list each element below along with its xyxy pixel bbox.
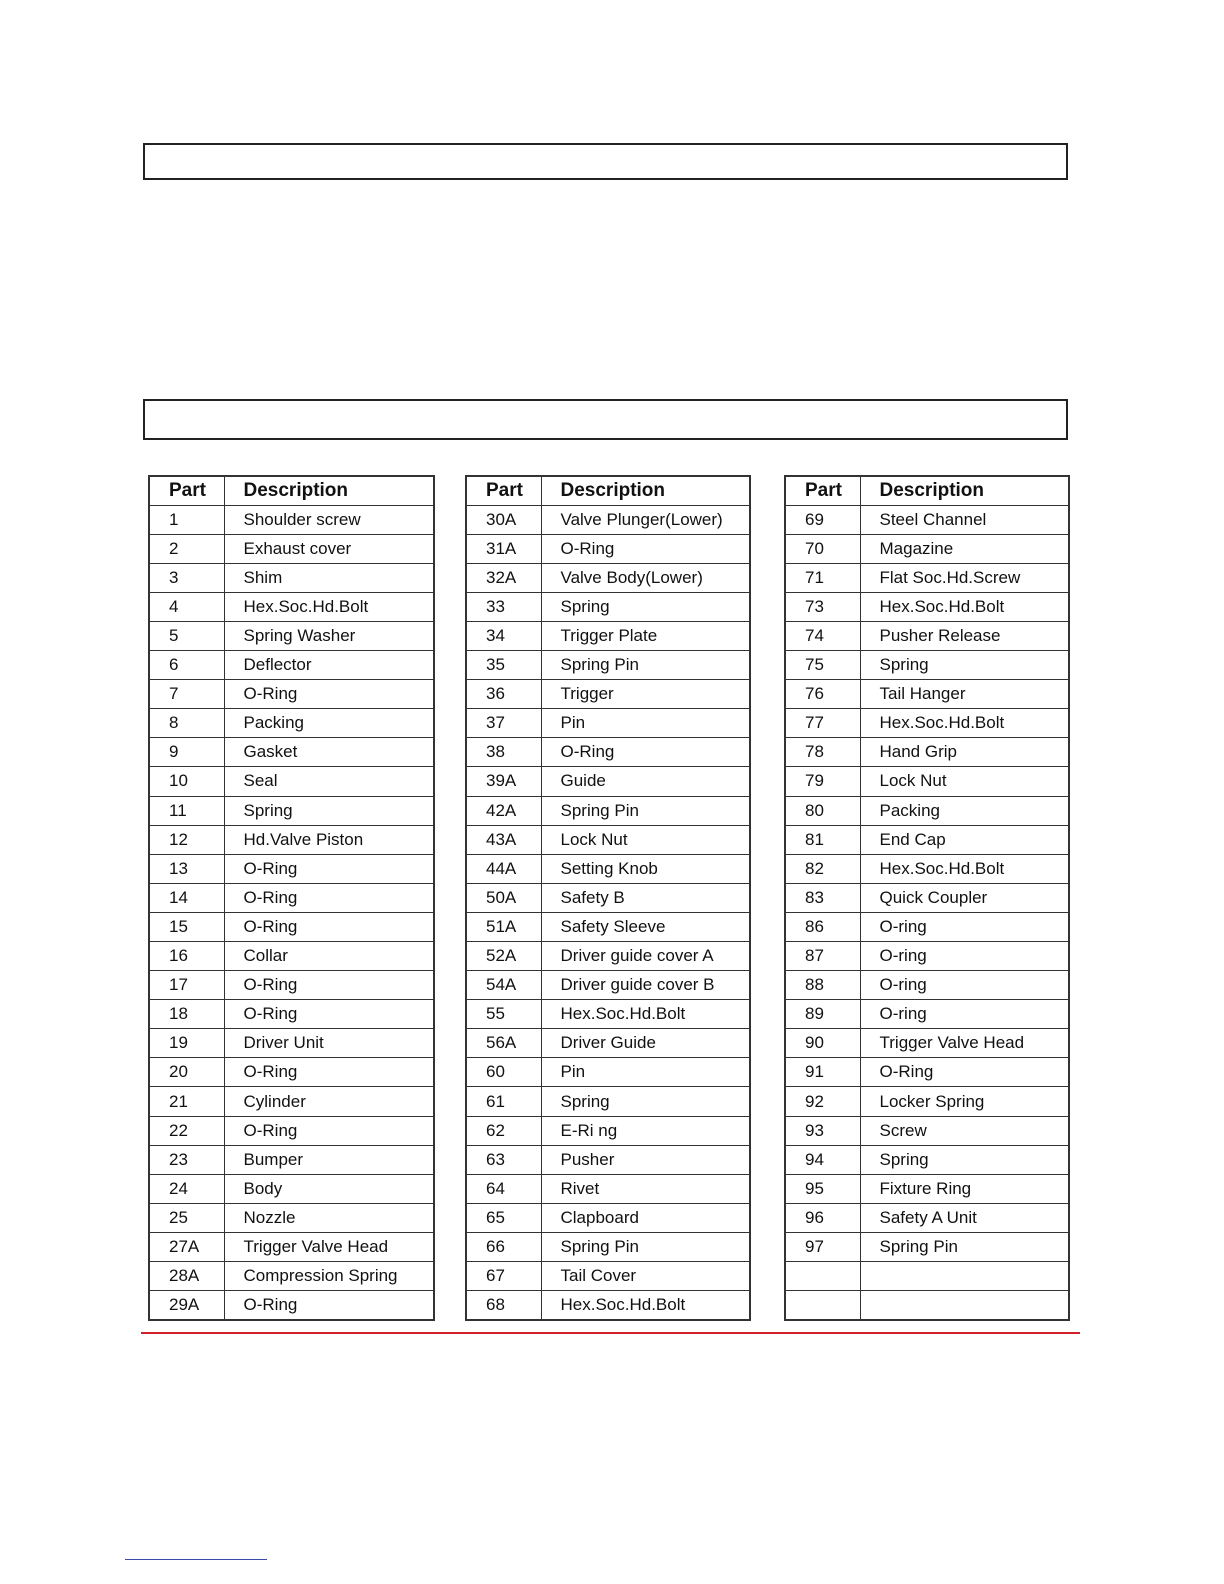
part-number-cell: 70 <box>785 534 860 563</box>
part-number-cell: 20 <box>149 1058 224 1087</box>
part-number-cell: 19 <box>149 1029 224 1058</box>
table-row <box>466 651 750 680</box>
table-row <box>149 534 434 563</box>
table-row <box>466 621 750 650</box>
table-row <box>466 796 750 825</box>
table-row <box>466 680 750 709</box>
part-description-cell: Rivet <box>541 1174 750 1203</box>
part-description-cell: Screw <box>860 1116 1069 1145</box>
table-row <box>149 1029 434 1058</box>
table-row <box>466 592 750 621</box>
part-description-cell: End Cap <box>860 825 1069 854</box>
table-row <box>785 796 1069 825</box>
table-row <box>466 738 750 767</box>
part-description-cell: Safety B <box>541 883 750 912</box>
part-number-cell: 89 <box>785 1000 860 1029</box>
table-row <box>785 825 1069 854</box>
table-row <box>149 1000 434 1029</box>
part-number-cell <box>785 1262 860 1291</box>
table-row <box>149 651 434 680</box>
table-row <box>149 1087 434 1116</box>
part-number-cell: 38 <box>466 738 541 767</box>
table-row <box>785 563 1069 592</box>
table-row <box>785 651 1069 680</box>
table-row <box>149 883 434 912</box>
table-row <box>785 1058 1069 1087</box>
table-row <box>785 1145 1069 1174</box>
table-row <box>785 505 1069 534</box>
part-description-cell: Bumper <box>224 1145 434 1174</box>
part-number-cell: 31A <box>466 534 541 563</box>
table-row <box>785 1262 1069 1291</box>
table-row <box>466 1145 750 1174</box>
part-description-cell: Pin <box>541 1058 750 1087</box>
table-row <box>149 1116 434 1145</box>
table-row <box>466 1262 750 1291</box>
part-description-cell: O-ring <box>860 971 1069 1000</box>
part-number-cell: 83 <box>785 883 860 912</box>
part-number-cell: 90 <box>785 1029 860 1058</box>
part-number-cell: 24 <box>149 1174 224 1203</box>
part-number-cell: 44A <box>466 854 541 883</box>
part-number-cell: 37 <box>466 709 541 738</box>
description-column-header: Description <box>860 476 1069 505</box>
part-description-cell: Pin <box>541 709 750 738</box>
part-column-header: Part <box>785 476 860 505</box>
table-row <box>466 854 750 883</box>
parts-table <box>784 475 1070 1321</box>
part-description-cell: O-Ring <box>224 883 434 912</box>
part-description-cell: O-Ring <box>541 534 750 563</box>
part-description-cell: Trigger Valve Head <box>860 1029 1069 1058</box>
part-number-cell: 62 <box>466 1116 541 1145</box>
table-row <box>466 1203 750 1232</box>
part-description-cell: Lock Nut <box>541 825 750 854</box>
part-number-cell: 67 <box>466 1262 541 1291</box>
part-number-cell: 79 <box>785 767 860 796</box>
part-description-cell: Guide <box>541 767 750 796</box>
footer-divider <box>141 1332 1080 1334</box>
part-description-cell: Hand Grip <box>860 738 1069 767</box>
table-row <box>785 1029 1069 1058</box>
description-column-header: Description <box>541 476 750 505</box>
part-number-cell: 71 <box>785 563 860 592</box>
part-number-cell: 77 <box>785 709 860 738</box>
part-number-cell: 35 <box>466 651 541 680</box>
footnote-divider <box>125 1559 267 1560</box>
table-row <box>149 1291 434 1320</box>
part-number-cell: 60 <box>466 1058 541 1087</box>
part-description-cell: O-Ring <box>224 1000 434 1029</box>
part-description-cell: Pusher Release <box>860 621 1069 650</box>
part-description-cell: O-Ring <box>224 680 434 709</box>
table-row <box>149 942 434 971</box>
table-row <box>149 563 434 592</box>
part-description-cell: Spring Pin <box>541 651 750 680</box>
part-number-cell: 92 <box>785 1087 860 1116</box>
part-number-cell: 5 <box>149 621 224 650</box>
table-row <box>149 1203 434 1232</box>
part-description-cell: Shim <box>224 563 434 592</box>
part-number-cell: 73 <box>785 592 860 621</box>
part-number-cell: 11 <box>149 796 224 825</box>
part-description-cell: Driver Unit <box>224 1029 434 1058</box>
part-description-cell: O-ring <box>860 1000 1069 1029</box>
parts-table <box>465 475 751 1321</box>
part-column-header: Part <box>466 476 541 505</box>
part-description-cell: Nozzle <box>224 1203 434 1232</box>
table-row <box>466 1291 750 1320</box>
part-number-cell: 28A <box>149 1262 224 1291</box>
part-description-cell: O-ring <box>860 912 1069 941</box>
part-number-cell: 17 <box>149 971 224 1000</box>
part-description-cell: Quick Coupler <box>860 883 1069 912</box>
table-row <box>466 1116 750 1145</box>
part-number-cell: 78 <box>785 738 860 767</box>
part-number-cell: 64 <box>466 1174 541 1203</box>
part-description-cell <box>860 1291 1069 1320</box>
part-number-cell: 13 <box>149 854 224 883</box>
part-description-cell: O-Ring <box>224 1116 434 1145</box>
part-number-cell: 88 <box>785 971 860 1000</box>
table-row <box>149 738 434 767</box>
part-description-cell: Seal <box>224 767 434 796</box>
part-number-cell: 9 <box>149 738 224 767</box>
part-number-cell: 50A <box>466 883 541 912</box>
table-row <box>149 1232 434 1261</box>
table-row <box>785 680 1069 709</box>
part-description-cell: Trigger <box>541 680 750 709</box>
part-number-cell: 87 <box>785 942 860 971</box>
part-description-cell: Spring Pin <box>541 796 750 825</box>
part-number-cell: 7 <box>149 680 224 709</box>
part-description-cell: Clapboard <box>541 1203 750 1232</box>
part-description-cell: Lock Nut <box>860 767 1069 796</box>
table-row <box>149 505 434 534</box>
part-description-cell: Hex.Soc.Hd.Bolt <box>860 854 1069 883</box>
table-row <box>466 1232 750 1261</box>
part-number-cell: 52A <box>466 942 541 971</box>
part-number-cell: 14 <box>149 883 224 912</box>
table-row <box>149 854 434 883</box>
part-number-cell: 6 <box>149 651 224 680</box>
table-row <box>785 854 1069 883</box>
part-number-cell: 65 <box>466 1203 541 1232</box>
table-row <box>785 592 1069 621</box>
table-row <box>785 1174 1069 1203</box>
table-row <box>785 1291 1069 1320</box>
part-number-cell: 3 <box>149 563 224 592</box>
part-description-cell: O-ring <box>860 942 1069 971</box>
part-column-header: Part <box>149 476 224 505</box>
part-description-cell: O-Ring <box>541 738 750 767</box>
part-description-cell: Pusher <box>541 1145 750 1174</box>
part-description-cell: Spring Pin <box>860 1232 1069 1261</box>
table-row <box>785 709 1069 738</box>
part-description-cell: Hex.Soc.Hd.Bolt <box>224 592 434 621</box>
table-row <box>785 971 1069 1000</box>
part-description-cell: Body <box>224 1174 434 1203</box>
table-header-row <box>785 476 1069 505</box>
part-number-cell: 68 <box>466 1291 541 1320</box>
part-description-cell: Hex.Soc.Hd.Bolt <box>860 709 1069 738</box>
section-title-box <box>143 143 1068 180</box>
table-row <box>466 505 750 534</box>
part-description-cell: O-Ring <box>224 1291 434 1320</box>
part-description-cell: Spring Washer <box>224 621 434 650</box>
part-description-cell: Cylinder <box>224 1087 434 1116</box>
part-number-cell: 74 <box>785 621 860 650</box>
parts-table <box>148 475 435 1321</box>
table-row <box>785 912 1069 941</box>
part-number-cell: 2 <box>149 534 224 563</box>
table-row <box>149 1174 434 1203</box>
table-row <box>466 1174 750 1203</box>
part-number-cell: 12 <box>149 825 224 854</box>
table-row <box>466 1058 750 1087</box>
table-row <box>466 912 750 941</box>
part-number-cell: 42A <box>466 796 541 825</box>
table-row <box>466 1029 750 1058</box>
table-row <box>149 796 434 825</box>
part-description-cell: Trigger Valve Head <box>224 1232 434 1261</box>
table-row <box>785 883 1069 912</box>
table-row <box>785 1000 1069 1029</box>
part-description-cell: Compression Spring <box>224 1262 434 1291</box>
part-number-cell: 33 <box>466 592 541 621</box>
table-row <box>149 767 434 796</box>
part-number-cell <box>785 1291 860 1320</box>
part-number-cell: 22 <box>149 1116 224 1145</box>
part-description-cell: Hex.Soc.Hd.Bolt <box>541 1291 750 1320</box>
part-description-cell: Fixture Ring <box>860 1174 1069 1203</box>
part-number-cell: 10 <box>149 767 224 796</box>
part-description-cell: Spring Pin <box>541 1232 750 1261</box>
table-row <box>466 767 750 796</box>
part-description-cell: Shoulder screw <box>224 505 434 534</box>
part-number-cell: 29A <box>149 1291 224 1320</box>
part-description-cell: Spring <box>541 1087 750 1116</box>
part-number-cell: 54A <box>466 971 541 1000</box>
part-number-cell: 23 <box>149 1145 224 1174</box>
table-row <box>785 534 1069 563</box>
part-description-cell: Safety A Unit <box>860 1203 1069 1232</box>
part-description-cell: Safety Sleeve <box>541 912 750 941</box>
part-description-cell: Valve Plunger(Lower) <box>541 505 750 534</box>
part-number-cell: 16 <box>149 942 224 971</box>
part-number-cell: 36 <box>466 680 541 709</box>
table-row <box>149 825 434 854</box>
part-description-cell: Spring <box>860 651 1069 680</box>
table-row <box>785 1116 1069 1145</box>
table-row <box>785 1232 1069 1261</box>
table-row <box>785 1087 1069 1116</box>
part-description-cell: Flat Soc.Hd.Screw <box>860 563 1069 592</box>
part-number-cell: 56A <box>466 1029 541 1058</box>
part-description-cell: E-Ri ng <box>541 1116 750 1145</box>
part-number-cell: 30A <box>466 505 541 534</box>
description-column-header: Description <box>224 476 434 505</box>
part-description-cell: Spring <box>860 1145 1069 1174</box>
part-number-cell: 25 <box>149 1203 224 1232</box>
part-description-cell: Spring <box>541 592 750 621</box>
part-description-cell: O-Ring <box>224 971 434 1000</box>
part-number-cell: 61 <box>466 1087 541 1116</box>
part-description-cell: Setting Knob <box>541 854 750 883</box>
part-description-cell: Hex.Soc.Hd.Bolt <box>860 592 1069 621</box>
table-row <box>466 1000 750 1029</box>
part-number-cell: 81 <box>785 825 860 854</box>
part-description-cell: O-Ring <box>860 1058 1069 1087</box>
table-row <box>785 1203 1069 1232</box>
part-description-cell: Driver Guide <box>541 1029 750 1058</box>
part-description-cell: Trigger Plate <box>541 621 750 650</box>
part-number-cell: 27A <box>149 1232 224 1261</box>
part-description-cell: Packing <box>860 796 1069 825</box>
part-description-cell: Collar <box>224 942 434 971</box>
part-description-cell: Magazine <box>860 534 1069 563</box>
table-row <box>466 563 750 592</box>
table-row <box>149 680 434 709</box>
part-number-cell: 69 <box>785 505 860 534</box>
part-number-cell: 1 <box>149 505 224 534</box>
part-description-cell: Valve Body(Lower) <box>541 563 750 592</box>
part-number-cell: 34 <box>466 621 541 650</box>
part-description-cell: Driver guide cover B <box>541 971 750 1000</box>
part-number-cell: 32A <box>466 563 541 592</box>
part-description-cell: O-Ring <box>224 912 434 941</box>
table-row <box>785 738 1069 767</box>
table-row <box>785 621 1069 650</box>
part-description-cell: Deflector <box>224 651 434 680</box>
part-number-cell: 66 <box>466 1232 541 1261</box>
part-description-cell: Gasket <box>224 738 434 767</box>
table-header-row <box>149 476 434 505</box>
part-number-cell: 39A <box>466 767 541 796</box>
part-number-cell: 63 <box>466 1145 541 1174</box>
part-description-cell: Hd.Valve Piston <box>224 825 434 854</box>
part-number-cell: 86 <box>785 912 860 941</box>
part-description-cell: Exhaust cover <box>224 534 434 563</box>
part-description-cell <box>860 1262 1069 1291</box>
table-row <box>149 709 434 738</box>
table-row <box>466 971 750 1000</box>
table-row <box>149 912 434 941</box>
table-row <box>149 971 434 1000</box>
table-row <box>466 883 750 912</box>
part-description-cell: O-Ring <box>224 854 434 883</box>
table-row <box>466 1087 750 1116</box>
part-number-cell: 4 <box>149 592 224 621</box>
table-row <box>466 825 750 854</box>
table-row <box>149 621 434 650</box>
table-row <box>149 1145 434 1174</box>
part-number-cell: 75 <box>785 651 860 680</box>
part-description-cell: Tail Cover <box>541 1262 750 1291</box>
table-row <box>466 942 750 971</box>
part-number-cell: 18 <box>149 1000 224 1029</box>
table-row <box>785 767 1069 796</box>
part-description-cell: O-Ring <box>224 1058 434 1087</box>
part-description-cell: Steel Channel <box>860 505 1069 534</box>
part-number-cell: 95 <box>785 1174 860 1203</box>
table-row <box>466 709 750 738</box>
part-description-cell: Packing <box>224 709 434 738</box>
parts-list-title-box <box>143 399 1068 440</box>
table-row <box>466 534 750 563</box>
part-number-cell: 97 <box>785 1232 860 1261</box>
part-number-cell: 76 <box>785 680 860 709</box>
part-description-cell: Hex.Soc.Hd.Bolt <box>541 1000 750 1029</box>
part-number-cell: 82 <box>785 854 860 883</box>
part-description-cell: Driver guide cover A <box>541 942 750 971</box>
part-number-cell: 15 <box>149 912 224 941</box>
part-number-cell: 8 <box>149 709 224 738</box>
table-row <box>149 1058 434 1087</box>
table-header-row <box>466 476 750 505</box>
part-number-cell: 80 <box>785 796 860 825</box>
part-number-cell: 55 <box>466 1000 541 1029</box>
part-number-cell: 51A <box>466 912 541 941</box>
part-number-cell: 96 <box>785 1203 860 1232</box>
table-row <box>149 592 434 621</box>
part-number-cell: 43A <box>466 825 541 854</box>
part-description-cell: Spring <box>224 796 434 825</box>
part-description-cell: Locker Spring <box>860 1087 1069 1116</box>
part-number-cell: 91 <box>785 1058 860 1087</box>
part-description-cell: Tail Hanger <box>860 680 1069 709</box>
part-number-cell: 21 <box>149 1087 224 1116</box>
table-row <box>785 942 1069 971</box>
part-number-cell: 94 <box>785 1145 860 1174</box>
table-row <box>149 1262 434 1291</box>
part-number-cell: 93 <box>785 1116 860 1145</box>
